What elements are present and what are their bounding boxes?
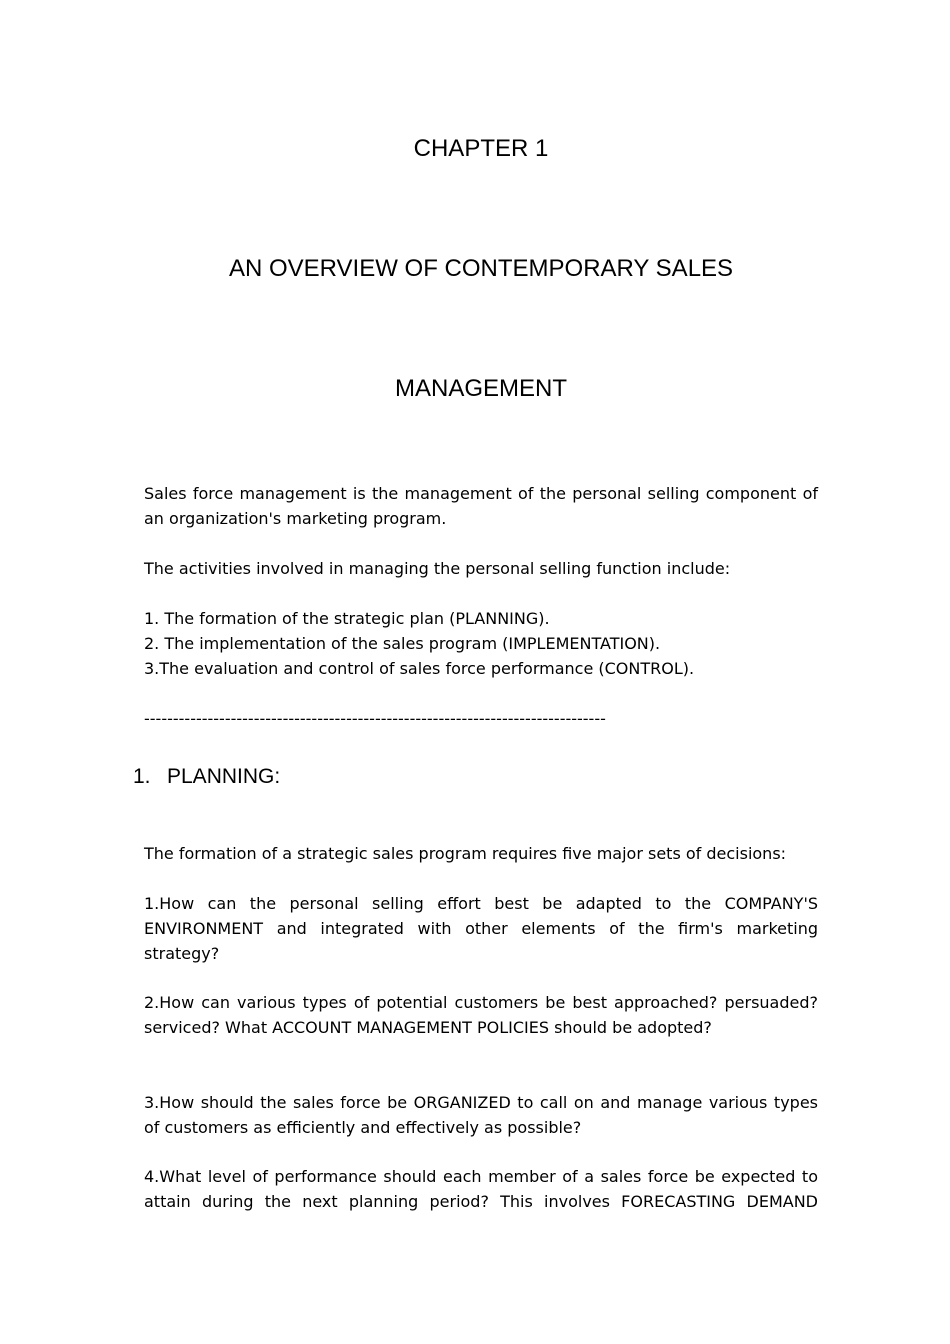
chapter-label: CHAPTER 1	[413, 135, 549, 162]
question-item: 1.How can the personal selling effort best be adapted to the COMPANY'S ENVIRONMENT and integrated with other elements of the firm's marketing strategy?	[144, 894, 818, 963]
activities-lead: The activities involved in managing the personal selling function include:	[144, 559, 731, 578]
planning-lead: The formation of a strategic sales program requires five major sets of decisions:	[144, 844, 787, 863]
question-item: 4.What level of performance should each member of a sales force be expected to attain during the next planning period? This involves FORECASTING DEMAND	[144, 1167, 818, 1211]
question-item: 3.How should the sales force be ORGANIZED to call on and manage various types of customers as efficiently and effectively as possible?	[144, 1093, 818, 1137]
section-divider: --------------------------------------------------------------------------------	[144, 709, 606, 728]
section-title: PLANNING:	[167, 765, 281, 788]
question-item: 2.How can various types of potential customers be best approached? persuaded? serviced? What ACCOUNT MANAGEMENT POLICIES should be adopted?	[144, 993, 818, 1037]
section-heading-planning	[133, 763, 280, 791]
activity-item: 2. The implementation of the sales program (IMPLEMENTATION).	[144, 634, 661, 653]
activity-item: 1. The formation of the strategic plan (PLANNING).	[144, 609, 550, 628]
section-number: 1.	[133, 765, 151, 788]
intro-paragraph: Sales force management is the management of the personal selling component of an organization's marketing program.	[144, 484, 818, 528]
chapter-title-line-1: AN OVERVIEW OF CONTEMPORARY SALES	[228, 255, 734, 282]
activity-item: 3.The evaluation and control of sales force performance (CONTROL).	[144, 659, 695, 678]
chapter-title-line-2: MANAGEMENT	[394, 375, 567, 402]
